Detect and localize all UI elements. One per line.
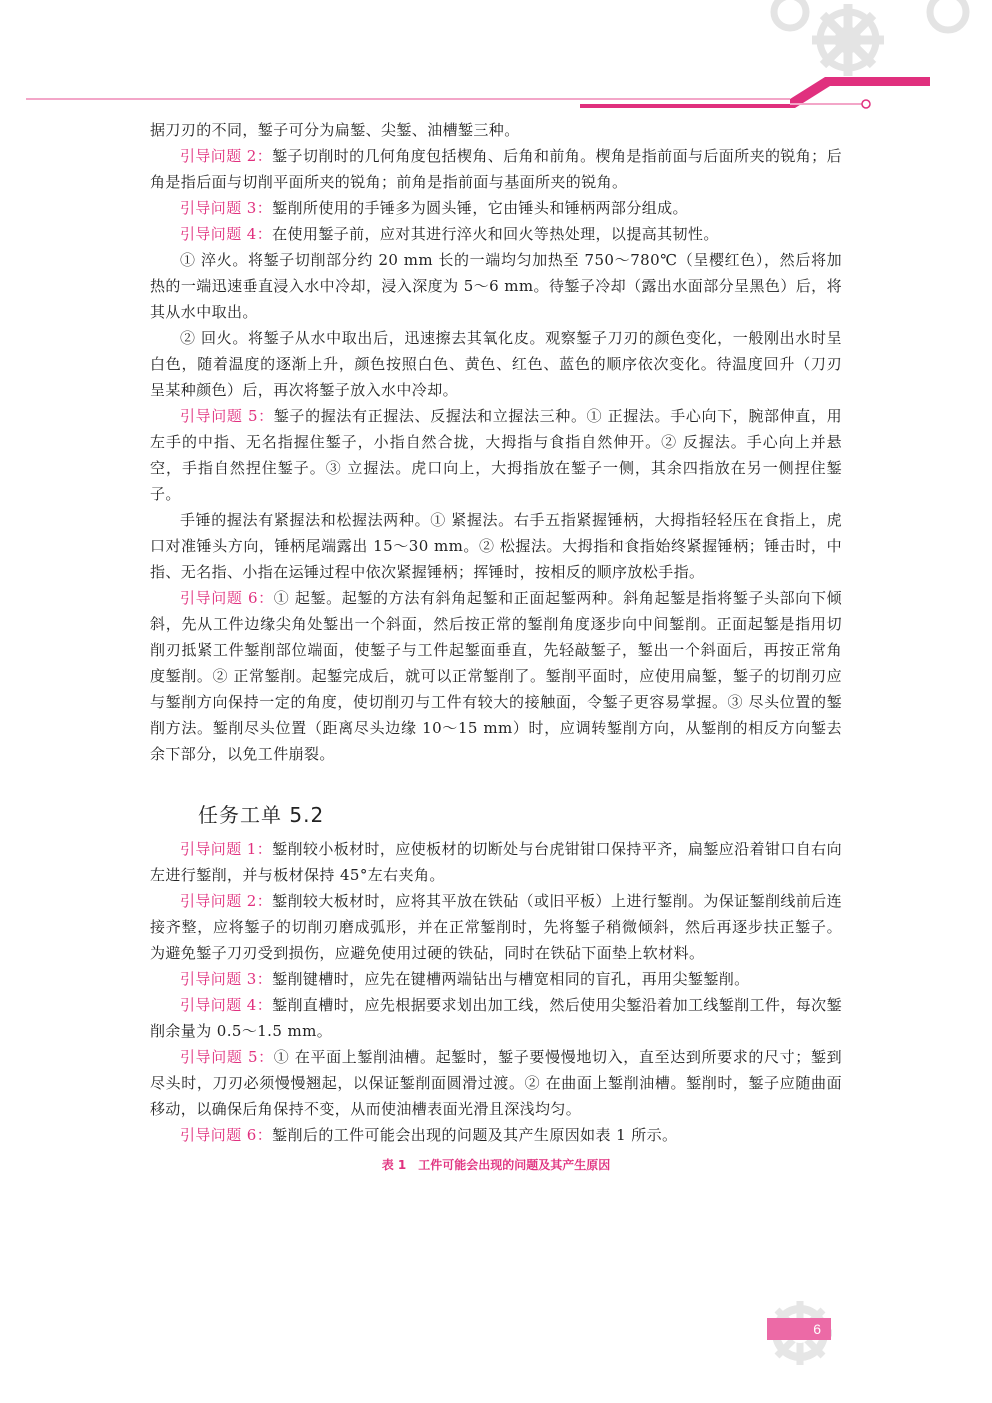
top-paragraphs [150,117,842,767]
paragraph: 引导问题 2：錾削较大板材时，应将其平放在铁砧（或旧平板）上进行錾削。为保证錾削线前后连接齐整，应将錾子的切削刃磨成弧形，并在正常錾削时，先将錾子稍微倾斜，然后再逐步扶正錾子。为避免錾子刀刃受到损伤，应避免使用过硬的铁砧，同时在铁砧下面垫上软材料。 [150,892,842,962]
paragraph: 引导问题 1：錾削较小板材时，应使板材的切断处与台虎钳钳口保持平齐，扁錾应沿着钳口自右向左进行錾削，并与板材保持 45°左右夹角。 [150,840,842,884]
section-title: 任务工单 5.2 [198,803,325,827]
paragraph: 手锤的握法有紧握法和松握法两种。① 紧握法。右手五指紧握锤柄，大拇指轻轻压在食指上，虎口对准锤头方向，锤柄尾端露出 15～30 mm。② 松握法。大拇指和食指始终紧握锤柄；锤击时，中指、无名指、小指在运锤过程中依次紧握锤柄；挥锤时，按相反的顺序放松手指。 [150,511,842,581]
paragraph: 引导问题 2：錾子切削时的几何角度包括楔角、后角和前角。楔角是指前面与后面所夹的锐角；后角是指后面与切削平面所夹的锐角；前角是指前面与基面所夹的锐角。 [150,147,842,191]
paragraph: 引导问题 6：錾削后的工件可能会出现的问题及其产生原因如表 1 所示。 [180,1126,678,1144]
paragraph: 引导问题 5：錾子的握法有正握法、反握法和立握法三种。① 正握法。手心向下，腕部伸直，用左手的中指、无名指握住錾子，小指自然合拢，大拇指与食指自然伸开。② 反握法。手心向上并悬空，手指自然捏住錾子。③ 立握法。虎口向上，大拇指放在錾子一侧，其余四指放在另一侧捏住錾子。 [150,407,842,503]
header-accent-line [0,0,992,120]
table-caption: 表 1 工件可能会出现的问题及其产生原因 [381,1158,611,1172]
paragraph: ① 淬火。将錾子切削部分约 20 mm 长的一端均匀加热至 750～780℃（呈樱红色），然后将加热的一端迅速垂直浸入水中冷却，浸入深度为 5～6 mm。待錾子冷却（露出水面部分呈黑色）后，将其从水中取出。 [150,251,842,321]
bottom-paragraphs [150,836,842,1148]
paragraph: 引导问题 5：① 在平面上錾削油槽。起錾时，錾子要慢慢地切入，直至达到所要求的尺寸；錾到尽头时，刀刃必须慢慢翘起，以保证錾削面圆滑过渡。② 在曲面上錾削油槽。錾削时，錾子应随曲面移动，以确保后角保持不变，从而使油槽表面光滑且深浅均匀。 [150,1048,842,1118]
paragraph: 引导问题 3：錾削所使用的手锤多为圆头锤，它由锤头和锤柄两部分组成。 [180,199,688,217]
paragraph: ② 回火。将錾子从水中取出后，迅速擦去其氧化皮。观察錾子刀刃的颜色变化，一般刚出水时呈白色，随着温度的逐渐上升，颜色按照白色、黄色、红色、蓝色的顺序依次变化。待温度回升（刀刃呈某种颜色）后，再次将錾子放入水中冷却。 [150,329,842,399]
page-number: 6 [767,1318,831,1340]
paragraph: 引导问题 4：錾削直槽时，应先根据要求划出加工线，然后使用尖錾沿着加工线錾削工件，每次錾削余量为 0.5～1.5 mm。 [150,996,842,1040]
paragraph: 引导问题 6：① 起錾。起錾的方法有斜角起錾和正面起錾两种。斜角起錾是指将錾子头部向下倾斜，先从工件边缘尖角处錾出一个斜面，然后按正常的錾削角度逐步向中间錾削。正面起錾是指用切削刃抵紧工件錾削部位端面，使錾子与工件起錾面垂直，先轻敲錾子，錾出一个斜面后，再按正常角度錾削。② 正常錾削。起錾完成后，就可以正常錾削了。錾削平面时，应使用扁錾，錾子的切削刃应与錾削方向保持一定的角度，使切削刃与工件有较大的接触面，令錾子更容易掌握。③ 尽头位置的錾削方法。錾削尽头位置（距离尽头边缘 10～15 mm）时，应调转錾削方向，从錾削的相反方向錾去余下部分，以免工件崩裂。 [150,589,842,763]
paragraph: 据刀刃的不同，錾子可分为扁錾、尖錾、油槽錾三种。 [150,121,520,139]
paragraph: 引导问题 4：在使用錾子前，应对其进行淬火和回火等热处理，以提高其韧性。 [180,225,719,243]
page-content [150,117,842,1173]
paragraph: 引导问题 3：錾削键槽时，应先在键槽两端钻出与槽宽相同的盲孔，再用尖錾錾削。 [180,970,750,988]
